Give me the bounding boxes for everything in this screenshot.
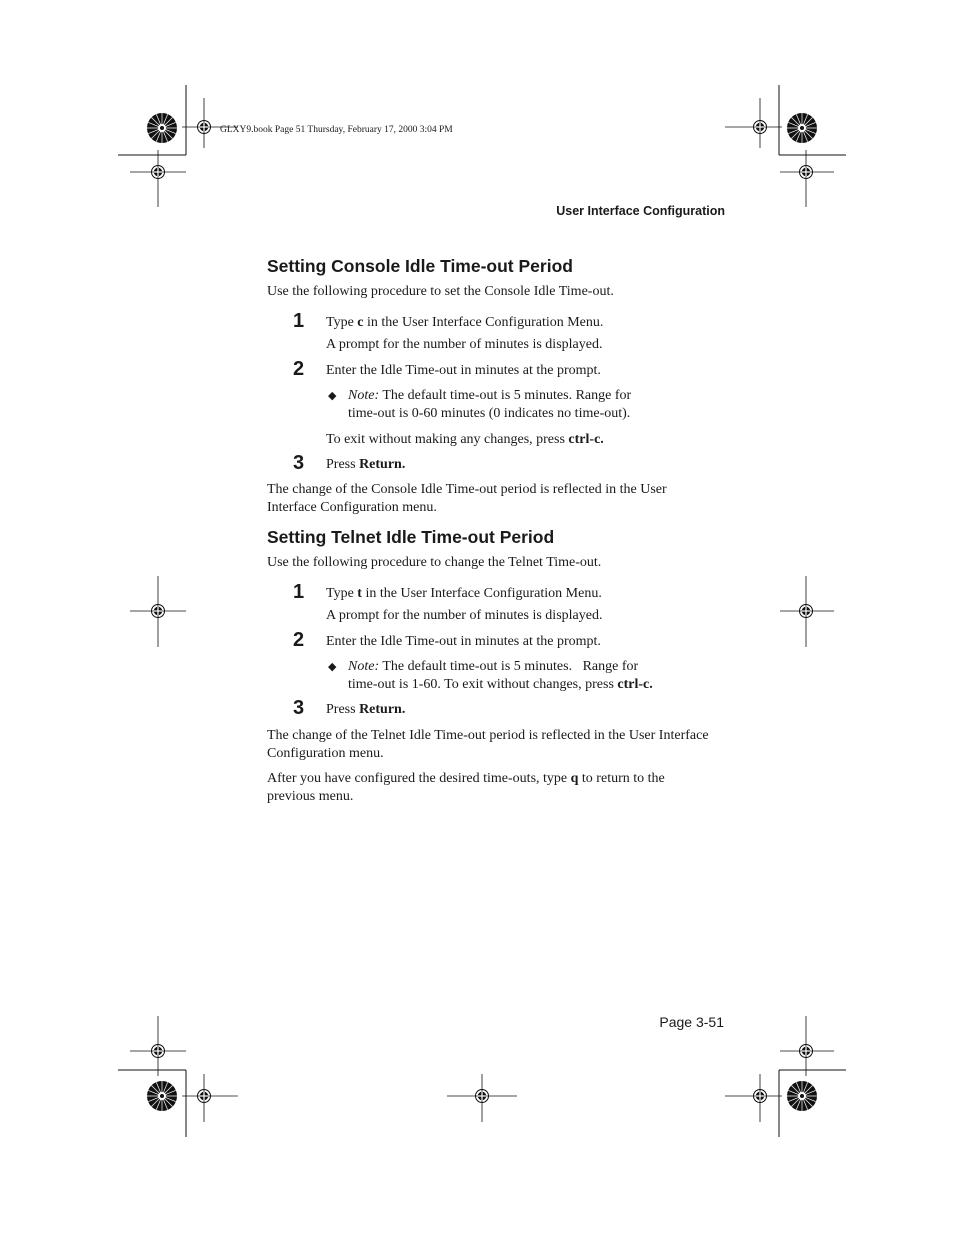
diamond-bullet-icon: ◆ — [328, 390, 337, 402]
step-number: 3 — [293, 697, 305, 719]
section-outro: Interface Configuration menu. — [267, 500, 437, 515]
step-number: 1 — [293, 581, 305, 603]
final-instruction: previous menu. — [267, 789, 354, 804]
step-result: A prompt for the number of minutes is displayed. — [326, 337, 603, 352]
section-outro: The change of the Telnet Idle Time-out period is reflected in the User Interface — [267, 728, 709, 743]
final-instruction: After you have configured the desired time-outs, type q to return to the — [267, 771, 665, 786]
step-text: Press Return. — [326, 702, 406, 717]
step-text: Enter the Idle Time-out in minutes at the prompt. — [326, 634, 601, 649]
step-result: A prompt for the number of minutes is displayed. — [326, 608, 603, 623]
step-number: 2 — [293, 629, 305, 651]
section-outro: Configuration menu. — [267, 746, 384, 761]
section-heading-telnet: Setting Telnet Idle Time-out Period — [267, 527, 555, 547]
running-header: User Interface Configuration — [556, 204, 725, 218]
exit-instruction: To exit without making any changes, press ctrl-c. — [326, 432, 604, 447]
step-text: Enter the Idle Time-out in minutes at the prompt. — [326, 363, 601, 378]
key-q: q — [570, 771, 579, 786]
step-text: Type c in the User Interface Configuration Menu. — [326, 315, 604, 330]
note-line: Note: The default time-out is 5 minutes. Range for — [348, 388, 632, 403]
registration-star-icon — [147, 113, 177, 143]
section-intro: Use the following procedure to set the Console Idle Time-out. — [267, 284, 614, 299]
step-number: 3 — [293, 452, 305, 474]
note-line: time-out is 1-60. To exit without changes, press ctrl-c. — [348, 677, 653, 692]
section-heading-console: Setting Console Idle Time-out Period — [267, 256, 573, 276]
step-text: Press Return. — [326, 457, 406, 472]
note-line: Note: The default time-out is 5 minutes. Range for — [348, 659, 639, 674]
diamond-bullet-icon: ◆ — [328, 661, 337, 673]
note-line: time-out is 0-60 minutes (0 indicates no time-out). — [348, 406, 631, 421]
key-c: c — [357, 315, 364, 330]
section-intro: Use the following procedure to change the Telnet Time-out. — [267, 555, 602, 570]
step-number: 1 — [293, 310, 305, 332]
page-number: Page 3-51 — [659, 1014, 724, 1030]
step-text: Type t in the User Interface Configuration Menu. — [326, 586, 602, 601]
step-number: 2 — [293, 358, 305, 380]
print-slug: GLXY9.book Page 51 Thursday, February 17, 2000 3:04 PM — [220, 125, 453, 135]
key-t: t — [357, 586, 362, 601]
section-outro: The change of the Console Idle Time-out period is reflected in the User — [267, 482, 667, 497]
